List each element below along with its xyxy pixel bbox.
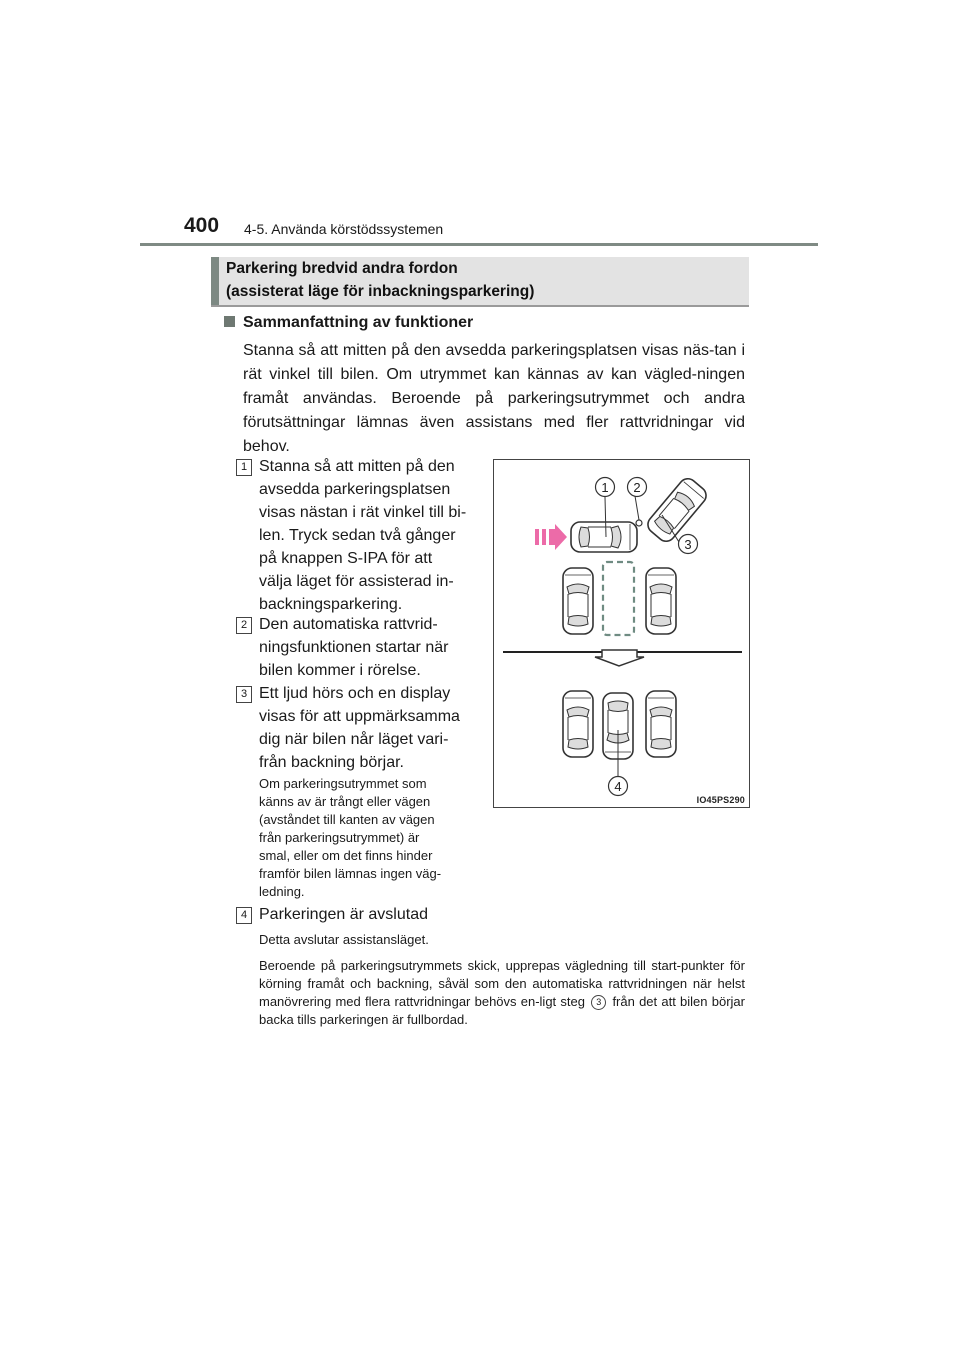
step-1-line: avsedda parkeringsplatsen — [259, 481, 451, 498]
step-1-line: visas nästan i rät vinkel till bi- — [259, 504, 467, 521]
step-3-note-line: (avståndet till kanten av vägen — [259, 812, 435, 827]
parked-car-icon — [563, 691, 593, 757]
step-number-3: 3 — [236, 686, 252, 703]
step-number-4: 4 — [236, 907, 252, 924]
header-rule — [140, 243, 818, 246]
step-number-2: 2 — [236, 617, 252, 634]
step-2-line: bilen kommer i rörelse. — [259, 662, 421, 679]
section-title-box — [211, 257, 749, 307]
step-number-1: 1 — [236, 459, 252, 476]
step-3-line: dig när bilen når läget vari- — [259, 731, 449, 748]
step-1-text — [259, 455, 478, 616]
callout-4-label: 4 — [614, 779, 622, 794]
step-3-note-line: Om parkeringsutrymmet som — [259, 776, 427, 791]
summary-heading — [224, 314, 473, 332]
step-3-line: visas för att uppmärksamma — [259, 708, 460, 725]
step-3-note-line: framför bilen lämnas ingen väg- — [259, 866, 442, 881]
section-accent-bar — [211, 257, 219, 305]
square-bullet-icon — [224, 316, 235, 327]
ego-car-turning-icon — [644, 475, 709, 545]
parked-car-icon — [646, 568, 676, 634]
final-note-2-after: från det att bilen börjar backa tills parkeringen är fullbordad. — [259, 994, 745, 1027]
step-2-line: ningsfunktionen startar när — [259, 639, 449, 656]
step-1-line: len. Tryck sedan två gånger — [259, 527, 456, 544]
step-2-line: Den automatiska rattvrid- — [259, 616, 438, 633]
step-3-note-line: från parkeringsutrymmet) är — [259, 830, 420, 845]
section-title-line1: Parkering bredvid andra fordon — [226, 260, 458, 277]
parking-diagram — [494, 460, 749, 807]
step-4-text: Parkeringen är avslutad — [259, 906, 428, 923]
step-1-line: backningsparkering. — [259, 596, 403, 613]
step-3-note-line: ledning. — [259, 884, 305, 899]
callout-2-label: 2 — [633, 480, 641, 495]
callout-1-label: 1 — [601, 480, 609, 495]
figure-code: IO45PS290 — [696, 795, 745, 805]
final-note-1: Detta avslutar assistansläget. — [259, 932, 429, 947]
step-1-line: på knappen S-IPA för att — [259, 550, 433, 567]
summary-heading-text: Sammanfattning av funktioner — [243, 314, 474, 331]
callout-3-label: 3 — [684, 537, 692, 552]
step-3-text — [259, 682, 478, 774]
chapter-title: 4-5. Använda körstödssystemen — [244, 221, 444, 237]
step-3-line: från backning börjar. — [259, 754, 404, 771]
step-3-note-line: känns av är trångt eller vägen — [259, 794, 431, 809]
ego-car-icon — [571, 522, 637, 552]
forward-arrow-icon — [535, 524, 567, 550]
step-2-text — [259, 613, 478, 682]
page-number: 400 — [184, 214, 220, 237]
parked-car-icon — [646, 691, 676, 757]
summary-text: Stanna så att mitten på den avsedda parkeringsplatsen visas näs-tan i rät vinkel till bilen. Om utrymmet kan kännas av kan vägled-ningen framåt användas. Beroende på parkeringsutrymmet och andra förutsättningar lämnas även assistans med fler rattvridningar vid behov. — [243, 342, 745, 455]
parked-car-icon — [563, 568, 593, 634]
parking-illustration — [493, 459, 750, 808]
step-reference-3: 3 — [591, 995, 606, 1010]
final-note-2-before: Beroende på parkeringsutrymmets skick, upprepas vägledning till start-punkter för körning framåt och backning, såväl som den automatiska rattvridningen när helst manövrering med flera rattvridningar behövs en-ligt steg — [259, 958, 745, 1009]
section-title-line2: (assisterat läge för inbackningsparkering) — [226, 283, 535, 300]
step-3-note — [259, 775, 478, 901]
step-1-line: Stanna så att mitten på den — [259, 458, 455, 475]
down-arrow-icon — [595, 650, 644, 666]
final-note-2 — [259, 957, 745, 1029]
step-1-line: välja läget för assisterad in- — [259, 573, 454, 590]
target-parking-slot — [603, 562, 634, 635]
step-3-line: Ett ljud hörs och en display — [259, 685, 451, 702]
step-3-note-line: smal, eller om det finns hinder — [259, 848, 433, 863]
